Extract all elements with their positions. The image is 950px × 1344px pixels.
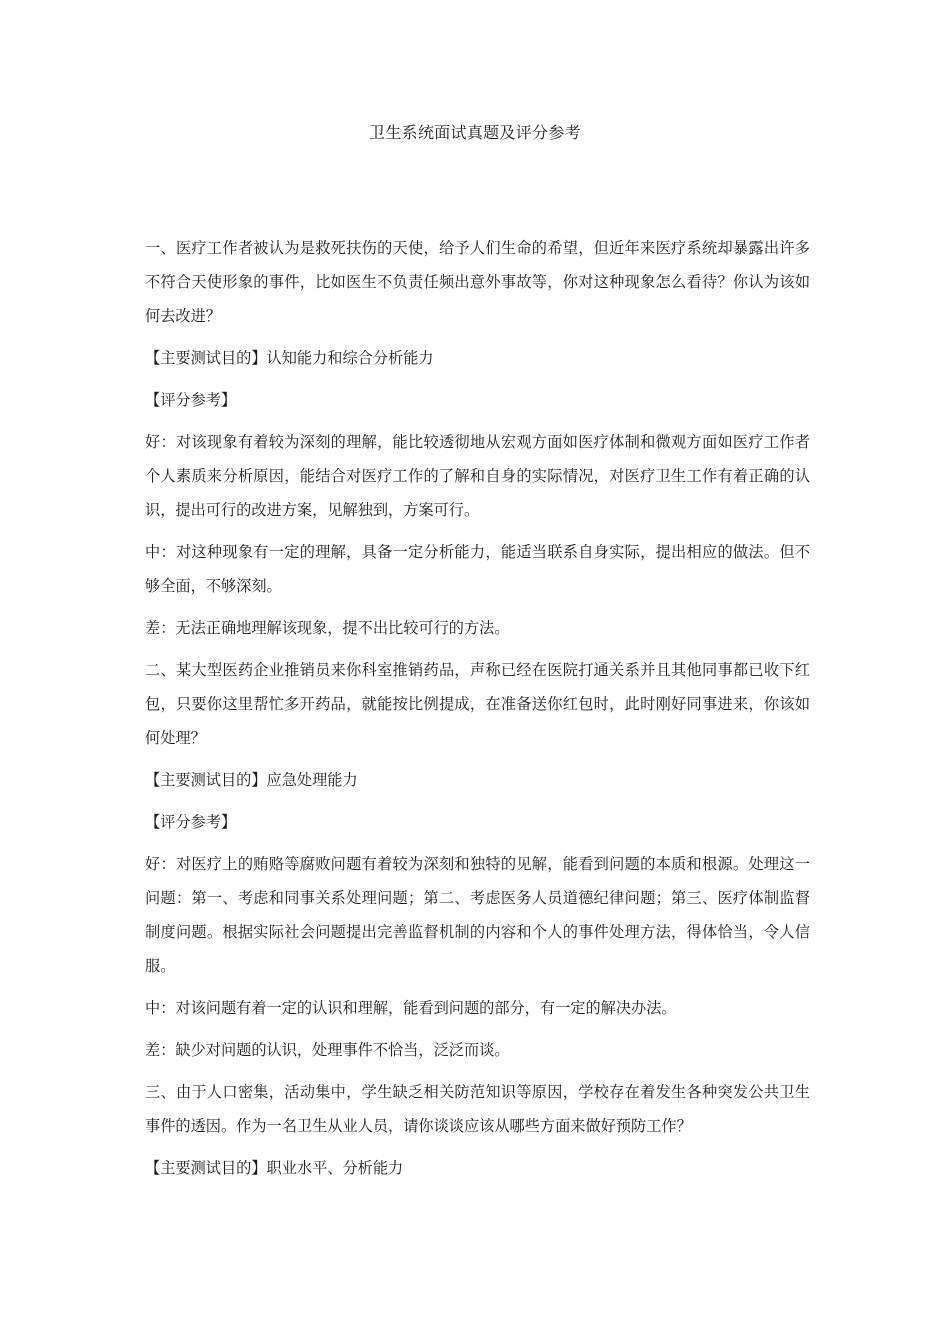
question-1: 一、医疗工作者被认为是救死扶伤的天使，给予人们生命的希望，但近年来医疗系统却暴露出许多不符合天使形象的事件，比如医生不负责任频出意外事故等，你对这种现象怎么看待？你认为该如何去改进？ — [145, 239, 810, 325]
scoring-reference-2: 【评分参考】 — [145, 813, 237, 831]
grade-medium-1: 中：对这种现象有一定的理解，具备一定分析能力，能适当联系自身实际，提出相应的做法。但不够全面，不够深刻。 — [145, 543, 810, 595]
grade-poor-1: 差：无法正确地理解该现象，提不出比较可行的方法。 — [145, 619, 510, 637]
test-purpose-2: 【主要测试目的】应急处理能力 — [145, 771, 358, 789]
grade-good-1: 好：对该现象有着较为深刻的理解，能比较透彻地从宏观方面如医疗体制和微观方面如医疗工作者个人素质来分析原因，能结合对医疗工作的了解和自身的实际情况，对医疗卫生工作有着正确的认识，提出可行的改进方案，见解独到，方案可行。 — [145, 433, 810, 519]
grade-good-2: 好：对医疗上的贿赂等腐败问题有着较为深刻和独特的见解，能看到问题的本质和根源。处理这一问题：第一、考虑和同事关系处理问题；第二、考虑医务人员道德纪律问题；第三、医疗体制监督制度问题。根据实际社会问题提出完善监督机制的内容和个人的事件处理方法，得体恰当，令人信服。 — [145, 855, 810, 975]
document-title: 卫生系统面试真题及评分参考 — [369, 123, 581, 142]
document-body — [145, 231, 810, 1193]
grade-medium-2: 中：对该问题有着一定的认识和理解，能看到问题的部分，有一定的解决办法。 — [145, 999, 677, 1017]
question-3: 三、由于人口密集，活动集中，学生缺乏相关防范知识等原因，学校存在着发生各种突发公共卫生事件的透因。作为一名卫生从业人员，请你谈谈应该从哪些方面来做好预防工作？ — [145, 1083, 810, 1135]
scoring-reference-1: 【评分参考】 — [145, 391, 237, 409]
grade-poor-2: 差：缺少对问题的认识，处理事件不恰当，泛泛而谈。 — [145, 1041, 510, 1059]
test-purpose-1: 【主要测试目的】认知能力和综合分析能力 — [145, 349, 434, 367]
test-purpose-3: 【主要测试目的】职业水平、分析能力 — [145, 1159, 404, 1177]
question-2: 二、某大型医药企业推销员来你科室推销药品，声称已经在医院打通关系并且其他同事都已收下红包，只要你这里帮忙多开药品，就能按比例提成，在准备送你红包时，此时刚好同事进来，你该如何处理？ — [145, 661, 810, 747]
